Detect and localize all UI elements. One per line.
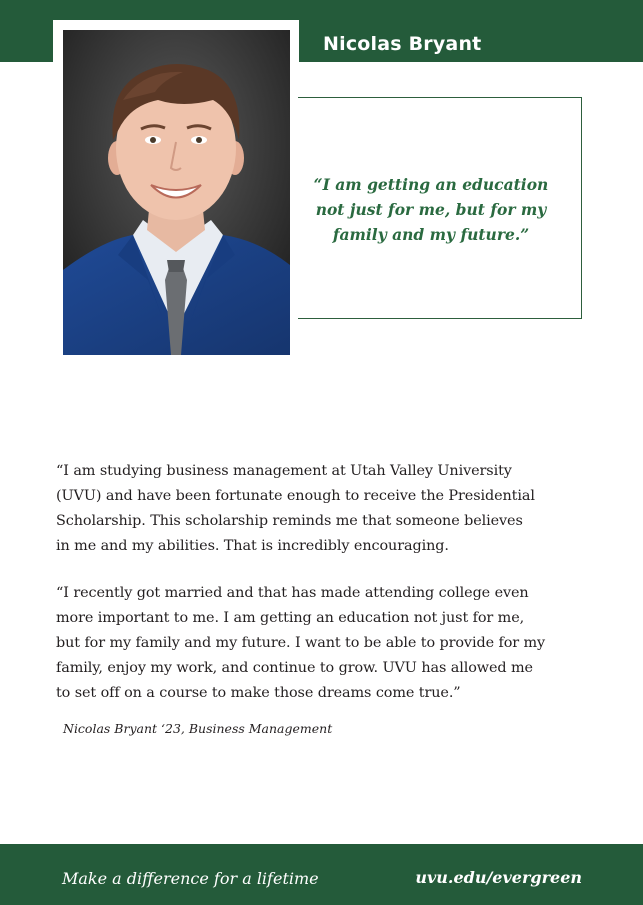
student-name: Nicolas Bryant <box>323 33 482 55</box>
pull-quote: “I am getting an education not just for me, but for my family and my future.” <box>313 175 549 244</box>
photo-frame <box>53 20 299 365</box>
footer-url-link[interactable]: uvu.edu/evergreen <box>415 868 582 887</box>
testimonial-paragraph-2: “I recently got married and that has made attending college even more important to me. I am getting an education not just for me, but for my family and my future. I want to be able to provide for my family, enjoy my work, and continue to grow. UVU has allowed me to set off on a course to make those dreams come true.” <box>56 585 546 701</box>
testimonial-paragraph-1: “I am studying business management at Utah Valley University (UVU) and have been fortunate enough to receive the Presidential Scholarship. This scholarship reminds me that someone believes in me and my abilities. That is incredibly encouraging. <box>56 463 535 554</box>
attribution: Nicolas Bryant ‘23, Business Management <box>63 721 333 736</box>
portrait-photo <box>63 30 290 355</box>
footer-band <box>0 844 643 905</box>
footer-tagline: Make a difference for a lifetime <box>62 869 319 888</box>
